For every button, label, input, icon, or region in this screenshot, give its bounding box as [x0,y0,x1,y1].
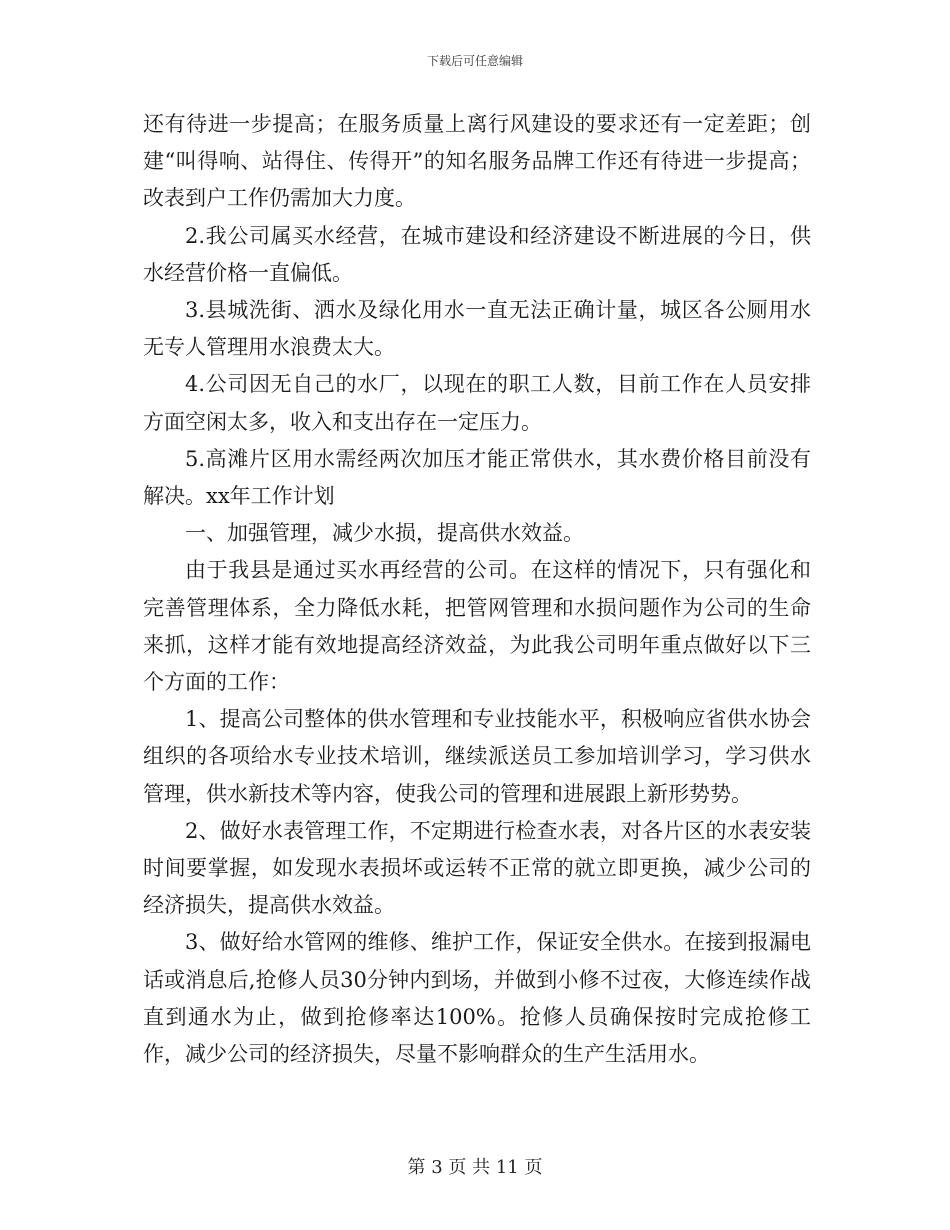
paragraph-5: 5.高滩片区用水需经两次加压才能正常供水，其水费价格目前没有解决。xx年工作计划 [143,446,811,509]
paragraph-2: 2.我公司属买水经营，在城市建设和经济建设不断进展的今日，供水经营价格一直偏低。 [143,223,811,285]
paragraph-9: 2、做好水表管理工作，不定期进行检查水表，对各片区的水表安装时间要掌握，如发现水表损坏或运转不正常的就立即更换，减少公司的经济损失，提高供水效益。 [143,818,811,918]
page-footer: 第 3 页 共 11 页 [407,1157,543,1178]
paragraph-3: 3.县城洗街、洒水及绿化用水一直无法正确计量，城区各公厕用水无专人管理用水浪费太大。 [143,298,811,360]
section-heading: 一、加强管理，减少水损，提高供水效益。 [185,521,584,546]
paragraph-8: 1、提高公司整体的供水管理和专业技能水平，积极响应省供水协会组织的各项给水专业技术培训，继续派送员工参加培训学习，学习供水管理，供水新技术等内容，使我公司的管理和进展跟上新形势势。 [143,707,811,806]
paragraph-1: 还有待进一步提高；在服务质量上离行风建设的要求还有一定差距；创建“叫得响、站得住、传得开”的知名服务品牌工作还有待进一步提高；改表到户工作仍需加大力度。 [143,112,811,211]
page-header: 下载后可任意编辑 [426,54,523,68]
paragraph-10: 3、做好给水管网的维修、维护工作，保证安全供水。在接到报漏电话或消息后,抢修人员30分钟内到场，并做到小修不过夜，大修连续作战直到通水为止，做到抢修率达100%。抢修人员确保按时完成抢修工作，减少公司的经济损失，尽量不影响群众的生产生活用水。 [143,930,811,1067]
document-body [143,106,811,1073]
paragraph-4: 4.公司因无自己的水厂，以现在的职工人数，目前工作在人员安排方面空闲太多，收入和支出存在一定压力。 [143,372,811,434]
paragraph-7: 由于我县是通过买水再经营的公司。在这样的情况下，只有强化和完善管理体系，全力降低水耗，把管网管理和水损问题作为公司的生命来抓，这样才能有效地提高经济效益，为此我公司明年重点做好以下三个方面的工作： [143,558,811,695]
